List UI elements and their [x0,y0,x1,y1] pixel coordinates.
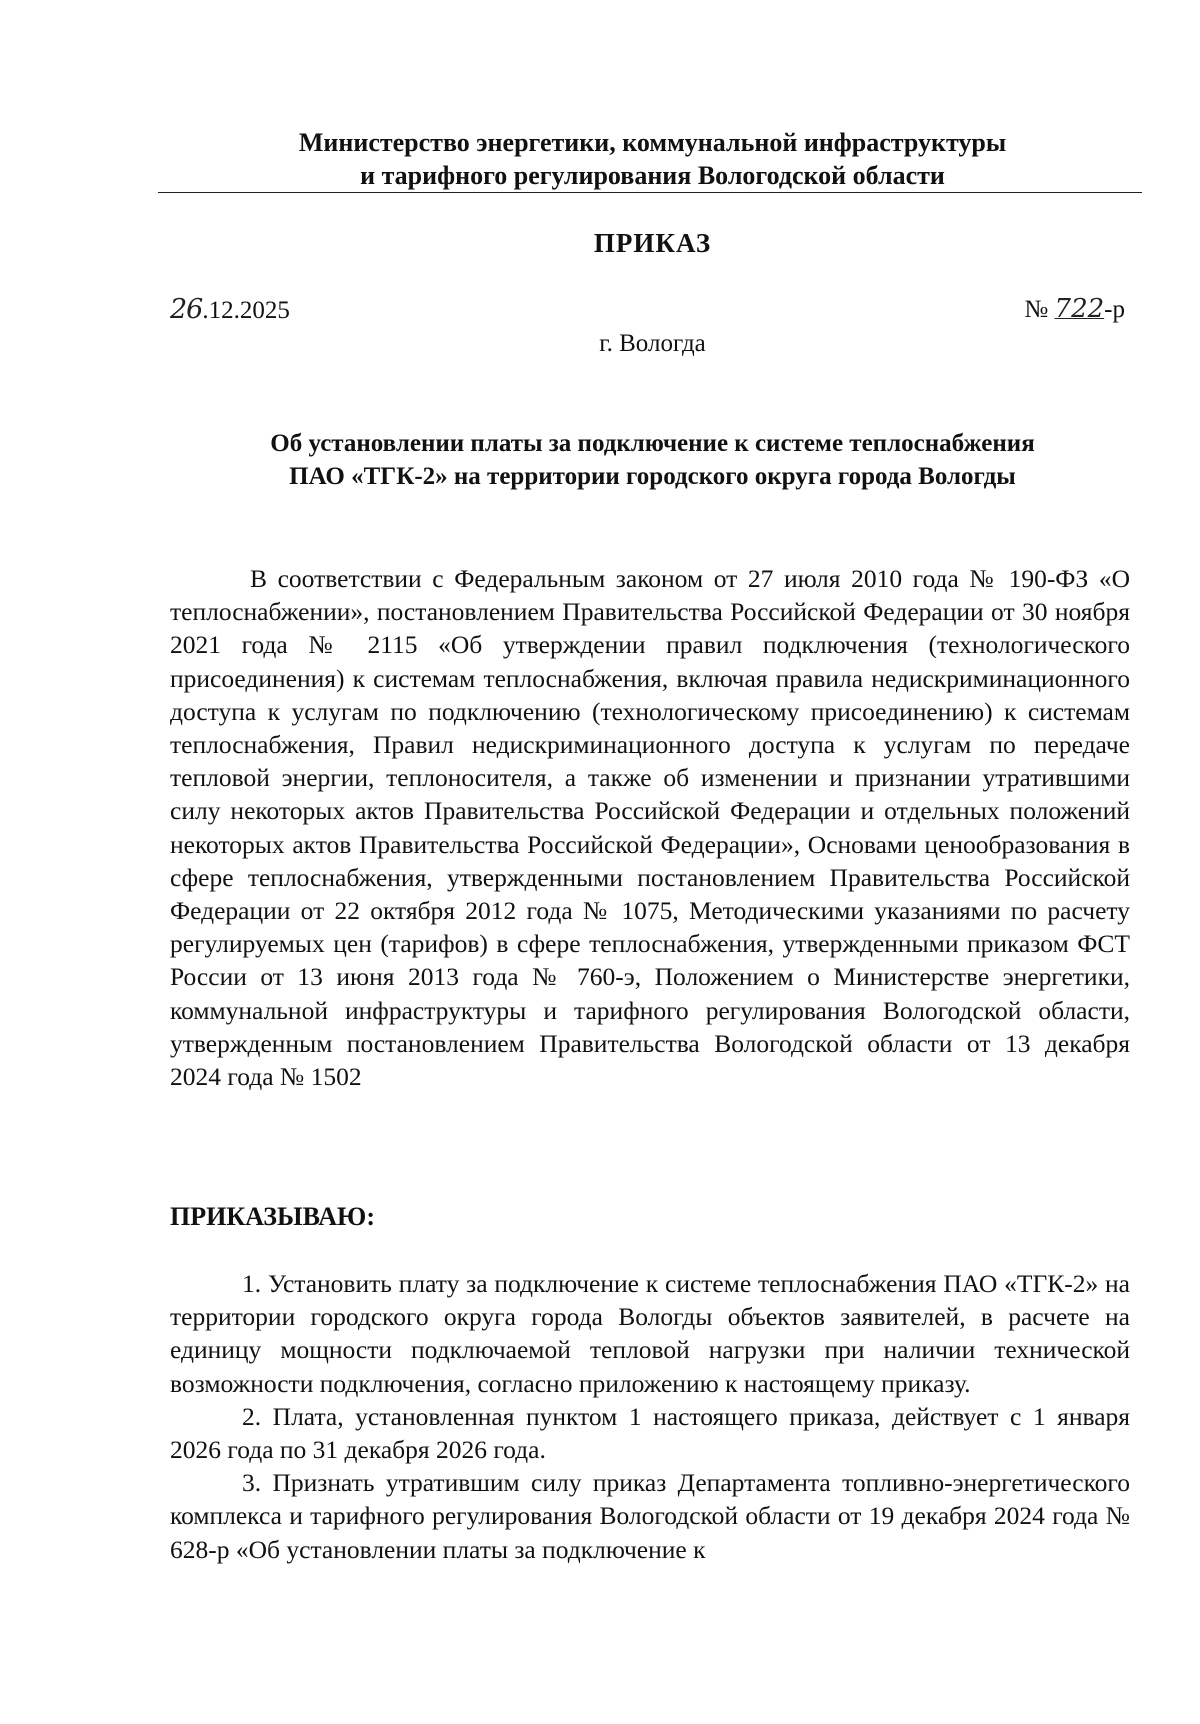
order-point: 2. Плата, установленная пунктом 1 настоящего приказа, действует с 1 января 2026 года по 31 декабря 2026 года. [170,1401,1130,1465]
order-number [1024,294,1125,324]
number-sign: № [1024,296,1049,323]
order-point: 3. Признать утратившим силу приказ Департамента топливно-энергетического комплекса и тарифного регулирования Вологодской области от 19 декабря 2024 года № 628-р «Об установлении платы за подключение к [170,1468,1130,1564]
preamble-paragraph: В соответствии с Федеральным законом от 27 июля 2010 года № 190-ФЗ «О теплоснабжении», постановлением Правительства Российской Федерации от 30 ноября 2021 года № 2115 «Об утверждении правил подключения (технологического присоединения) к системам теплоснабжения, включая правила недискриминационного доступа к услугам по подключению (технологическому присоединению) к системам теплоснабжения, Правил недискриминационного доступа к услугам по передаче тепловой энергии, теплоносителя, а также об изменении и признании утратившими силу некоторых актов Правительства Российской Федерации и отдельных положений некоторых актов Правительства Российской Федерации», Основами ценообразования в сфере теплоснабжения, утвержденными постановлением Правительства Российской Федерации от 22 октября 2012 года № 1075, Методическими указаниями по расчету регулируемых цен (тарифов) в сфере теплоснабжения, утвержденными приказом ФСТ России от 13 июня 2013 года № 760-э, Положением о Министерстве энергетики, коммунальной инфраструктуры и тарифного регулирования Вологодской области, утвержденным постановлением Правительства Вологодской области от 13 декабря 2024 года № 1502 [170,564,1130,1092]
document-title-line1: Об установлении платы за подключение к системе теплоснабжения [270,430,1035,457]
order-date [170,294,290,325]
document-title-line2: ПАО «ТГК-2» на территории городского округа города Вологды [289,463,1016,490]
ministry-name-line2: и тарифного регулирования Вологодской области [360,161,945,190]
document-title [160,427,1145,493]
command-heading: ПРИКАЗЫВАЮ: [170,1202,375,1231]
order-points [170,1267,1130,1566]
header-divider [158,192,1142,193]
ministry-header [160,126,1145,192]
handwritten-date-day: 26 [170,294,203,325]
number-suffix: -р [1104,296,1125,323]
ministry-name-line1: Министерство энергетики, коммунальной инфраструктуры [298,128,1007,157]
handwritten-order-number: 722 [1054,294,1105,324]
order-type-title: ПРИКАЗ [593,228,712,258]
order-point: 1. Установить плату за подключение к системе теплоснабжения ПАО «ТГК-2» на территории городского округа города Вологды объектов заявителей, в расчете на единицу мощности подключаемой тепловой нагрузки при наличии технической возможности подключения, согласно приложению к настоящему приказу. [170,1269,1130,1398]
printed-date-rest: .12.2025 [202,297,290,324]
issue-city: г. Вологда [599,330,706,357]
